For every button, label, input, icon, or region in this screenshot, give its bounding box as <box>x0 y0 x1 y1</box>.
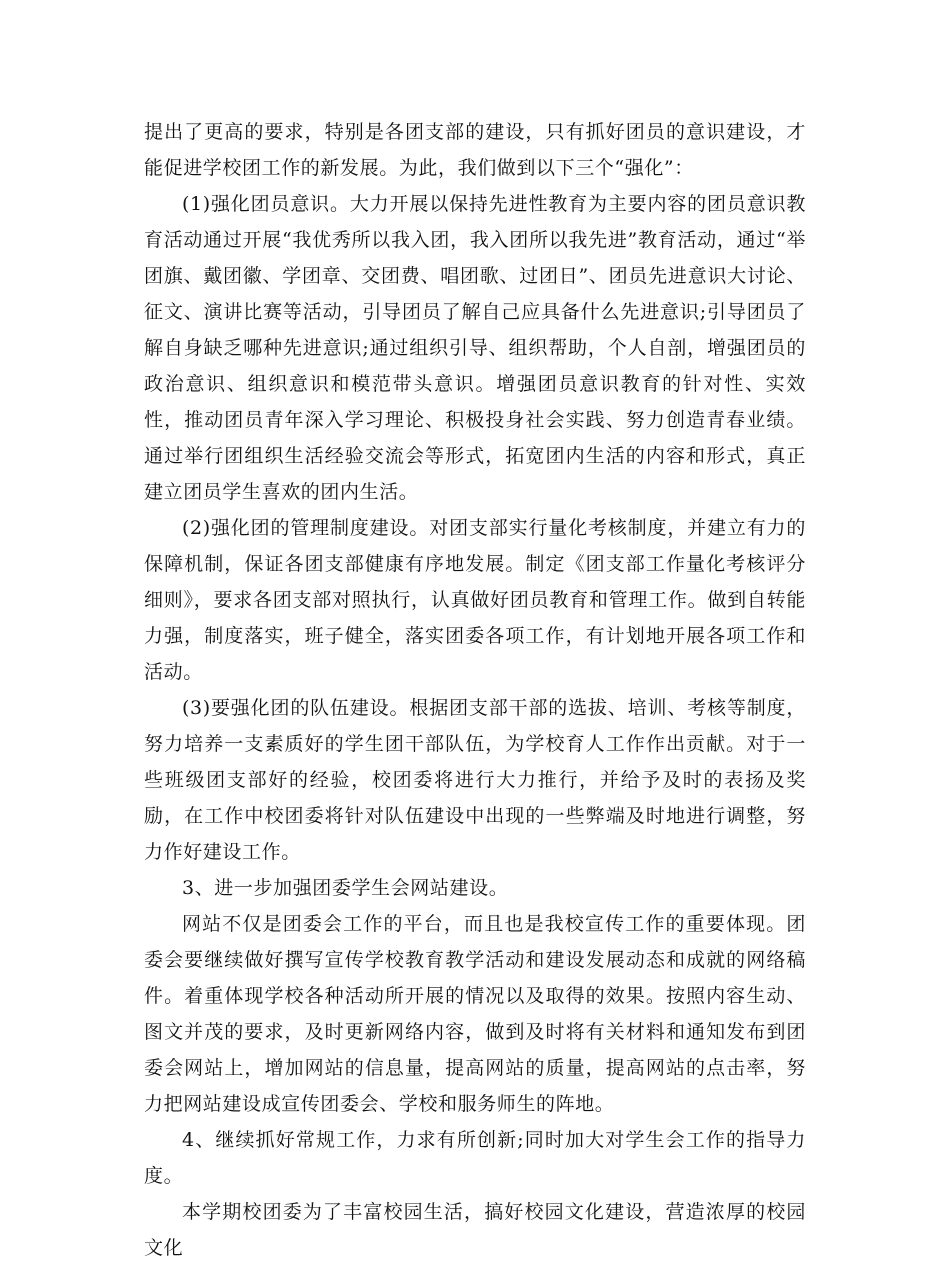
document-body <box>144 114 806 1266</box>
heading-website-construction: 3、进一步加强团委学生会网站建设。 <box>182 877 509 899</box>
paragraph-strengthen-team: (3)要强化团的队伍建设。根据团支部干部的选拔、培训、考核等制度，努力培养一支素质好的学生团干部队伍，为学校育人工作作出贡献。对于一些班级团支部好的经验，校团委将进行大力推行，并给予及时的表扬及奖励，在工作中校团委将针对队伍建设中出现的一些弊端及时地进行调整，努力作好建设工作。 <box>144 697 806 863</box>
paragraph-continuation: 提出了更高的要求，特别是各团支部的建设，只有抓好团员的意识建设，才能促进学校团工作的新发展。为此，我们做到以下三个“强化”： <box>144 121 806 179</box>
paragraph-website: 网站不仅是团委会工作的平台，而且也是我校宣传工作的重要体现。团委会要继续做好撰写宣传学校教育教学活动和建设发展动态和成就的网络稿件。着重体现学校各种活动所开展的情况以及取得的效果。按照内容生动、图文并茂的要求，及时更新网络内容，做到及时将有关材料和通知发布到团委会网站上，增加网站的信息量，提高网站的质量，提高网站的点击率，努力把网站建设成宣传团委会、学校和服务师生的阵地。 <box>144 913 806 1115</box>
paragraph-campus-culture: 本学期校团委为了丰富校园生活，搞好校园文化建设，营造浓厚的校园文化 <box>144 1201 806 1259</box>
heading-routine-work: 4、继续抓好常规工作，力求有所创新;同时加大对学生会工作的指导力度。 <box>144 1129 806 1187</box>
paragraph-strengthen-management: (2)强化团的管理制度建设。对团支部实行量化考核制度，并建立有力的保障机制，保证各团支部健康有序地发展。制定《团支部工作量化考核评分细则》，要求各团支部对照执行，认真做好团员教育和管理工作。做到自转能力强，制度落实，班子健全，落实团委各项工作，有计划地开展各项工作和活动。 <box>144 517 806 683</box>
paragraph-strengthen-awareness: (1)强化团员意识。大力开展以保持先进性教育为主要内容的团员意识教育活动通过开展“我优秀所以我入团，我入团所以我先进”教育活动，通过“举团旗、戴团徽、学团章、交团费、唱团歌、过团日”、团员先进意识大讨论、征文、演讲比赛等活动，引导团员了解自己应具备什么先进意识;引导团员了解自身缺乏哪种先进意识;通过组织引导、组织帮助，个人自剖，增强团员的政治意识、组织意识和模范带头意识。增强团员意识教育的针对性、实效性，推动团员青年深入学习理论、积极投身社会实践、努力创造青春业绩。通过举行团组织生活经验交流会等形式，拓宽团内生活的内容和形式，真正建立团员学生喜欢的团内生活。 <box>144 193 806 503</box>
